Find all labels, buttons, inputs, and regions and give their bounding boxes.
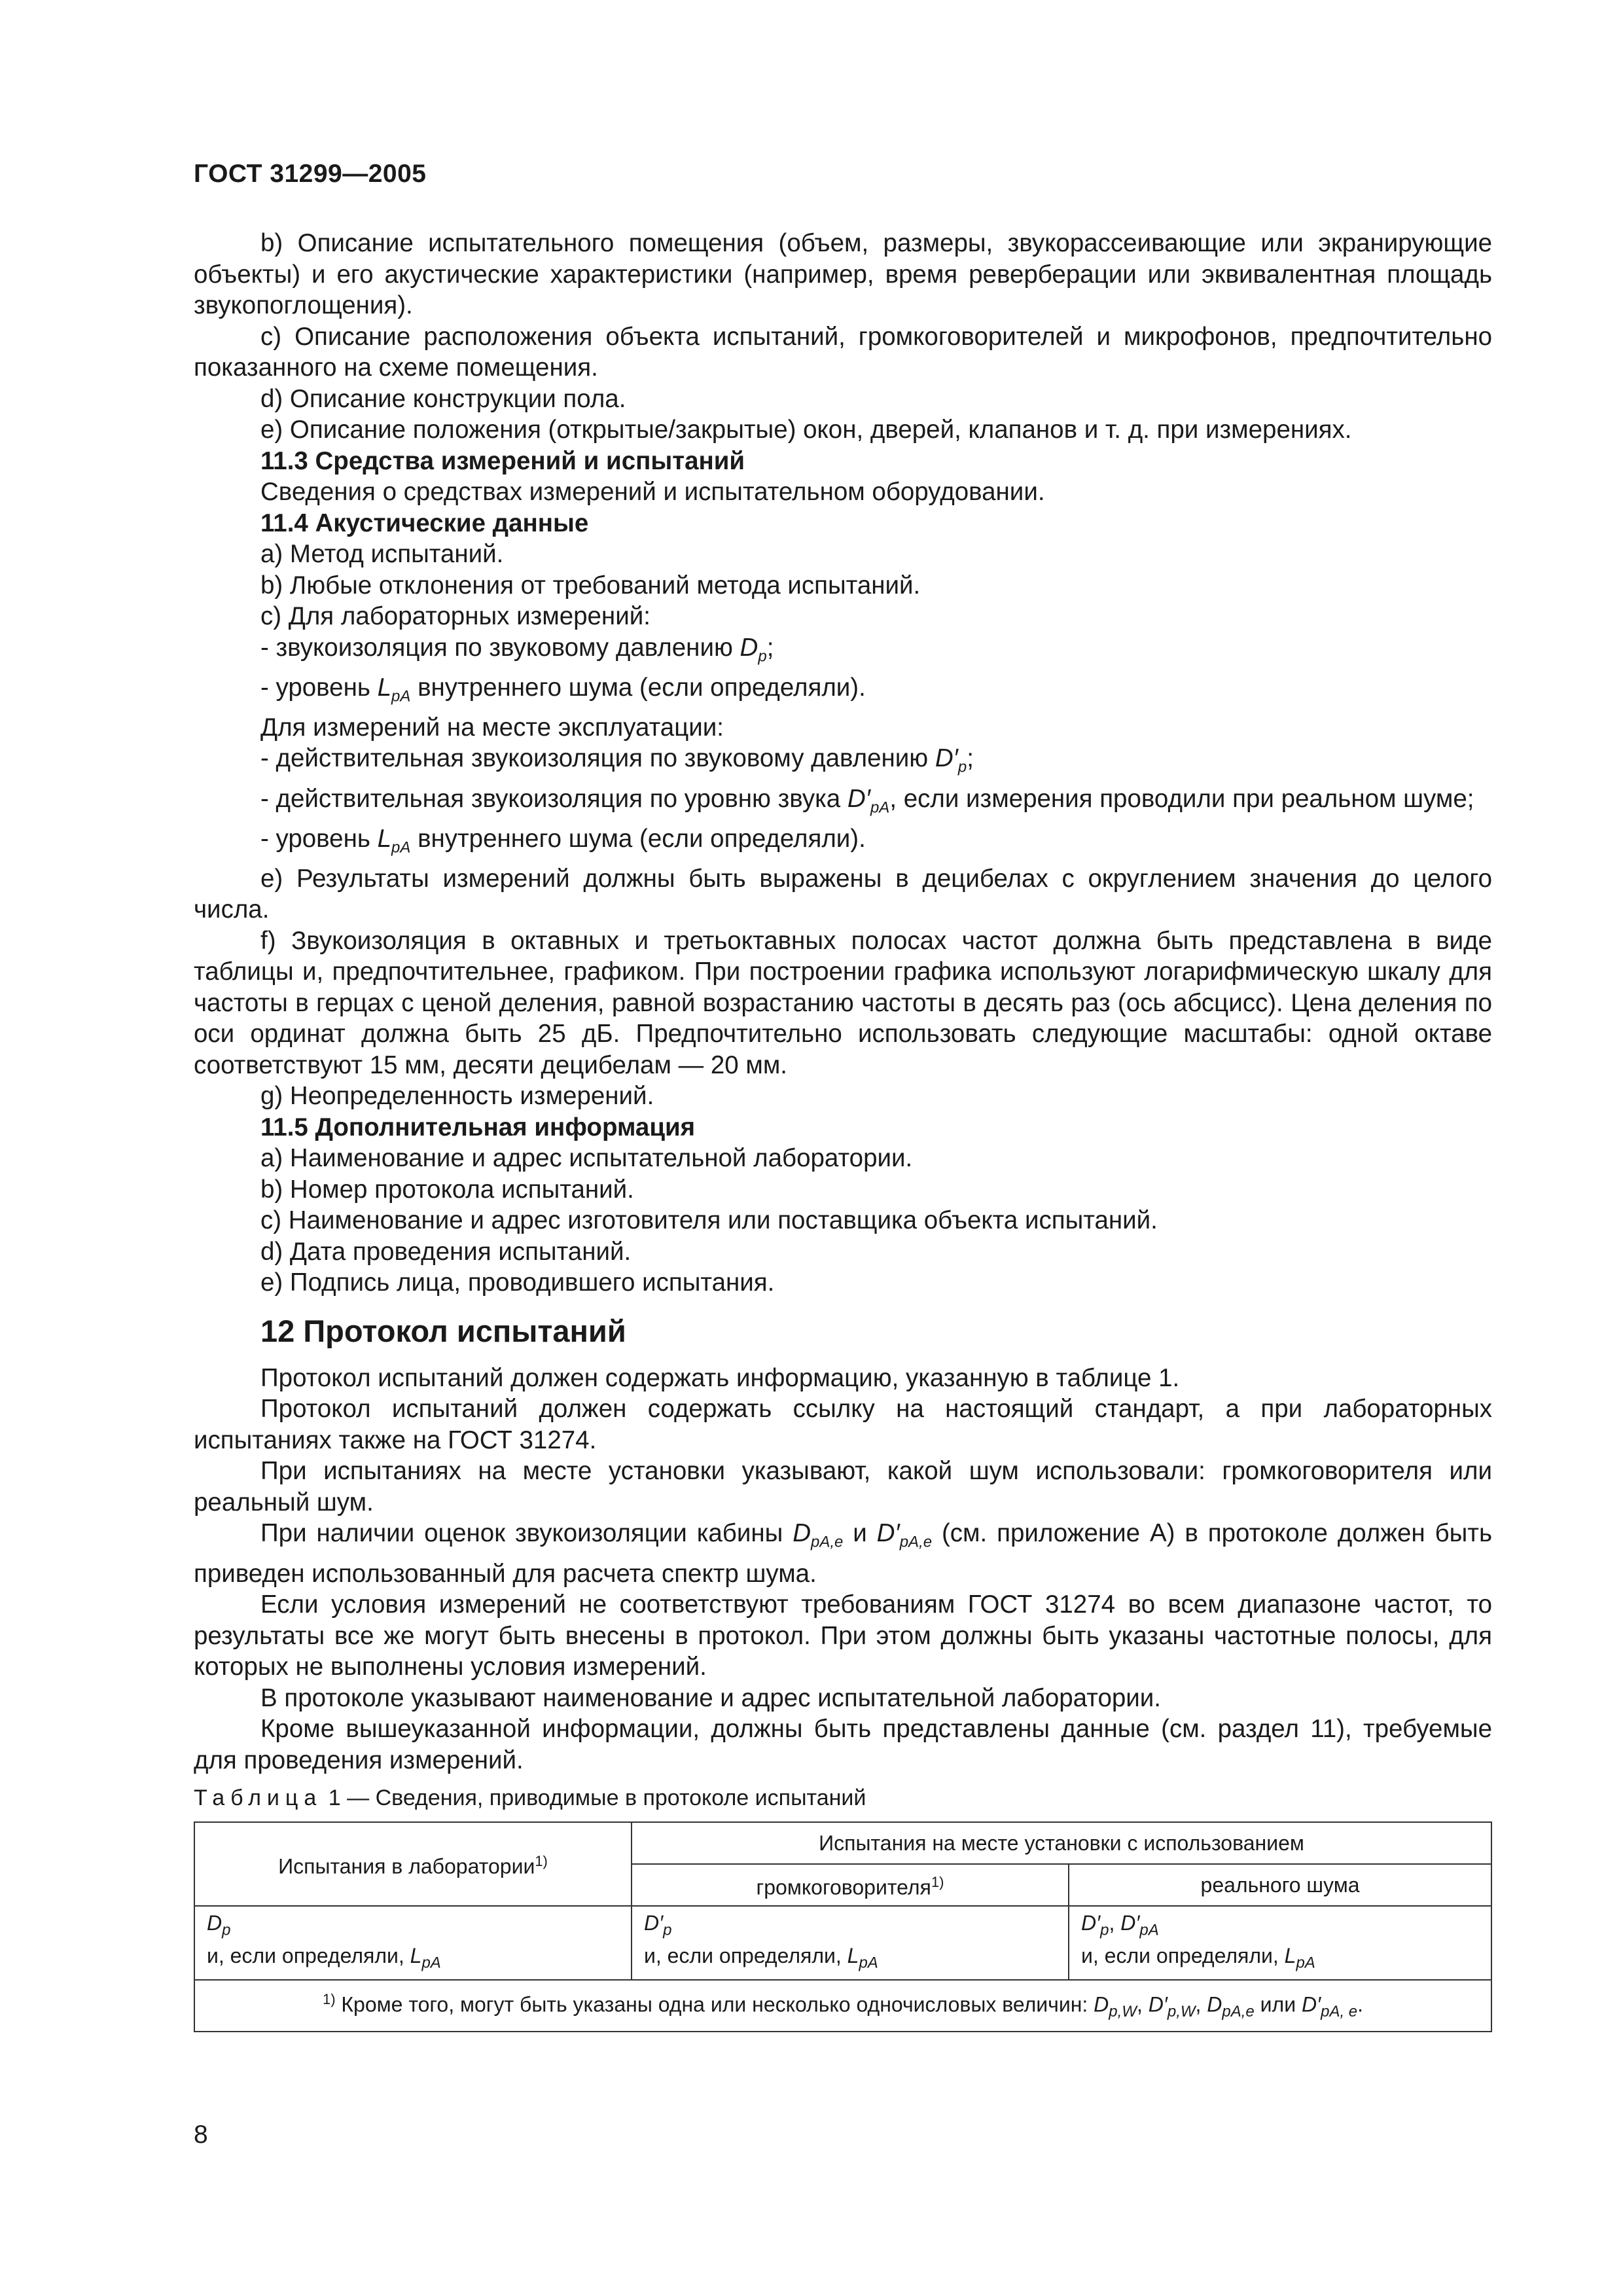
item-11-2-d: d) Описание конструкции пола.: [260, 384, 626, 413]
item-11-4-e: e) Результаты измерений должны быть выражены в децибелах с округлением значения до целого числа.: [194, 864, 1492, 924]
item-11-5-c: c) Наименование и адрес изготовителя или поставщика объекта испытаний.: [260, 1206, 1158, 1235]
item-11-5-b: b) Номер протокола испытаний.: [260, 1175, 634, 1204]
para-12-4: При наличии оценок звукоизоляции кабины $D_{pA,e}$ и $D'_{pA,e}$ (см. приложение А) в протоколе должен быть приведен использованный для расчета спектр шума.: [194, 1519, 1492, 1588]
page-number: 8: [194, 2121, 208, 2149]
field-measure-2: - действительная звукоизоляция по уровню звука $D'_{pA}$, если измерения проводили при реальном шуме;: [260, 784, 1474, 817]
para-12-3: При испытаниях на месте установки указывают, какой шум использовали: громкоговорителя или реальный шум.: [194, 1457, 1492, 1516]
header-real-noise: реального шума: [1069, 1864, 1491, 1906]
header-field: Испытания на месте установки с использованием: [632, 1822, 1491, 1864]
para-12-2: Протокол испытаний должен содержать ссылку на настоящий стандарт, а при лабораторных испытаниях также на ГОСТ 31274.: [194, 1395, 1492, 1454]
header-lab: Испытания в лаборатории$^{1)}$: [194, 1822, 632, 1906]
cell-lab: $D_p$ и, если определяли, $L_{pA}$: [194, 1906, 632, 1980]
para-12-6: В протоколе указывают наименование и адрес испытательной лаборатории.: [260, 1683, 1161, 1712]
table-caption: Таблица 1 — Сведения, приводимые в протоколе испытаний: [194, 1785, 866, 1811]
para-12-1: Протокол испытаний должен содержать информацию, указанную в таблице 1.: [260, 1363, 1180, 1392]
para-12-5: Если условия измерений не соответствуют требованиям ГОСТ 31274 во всем диапазоне частот, то результаты все же могут быть внесены в протокол. При этом должны быть указаны частотные полосы, для которых не выполнены условия измерений.: [194, 1590, 1492, 1681]
cell-speaker: $D'_p$ и, если определяли, $L_{pA}$: [632, 1906, 1069, 1980]
item-11-5-d: d) Дата проведения испытаний.: [260, 1237, 632, 1266]
item-11-2-b: b) Описание испытательного помещения (объем, размеры, звукорассеивающие или экранирующие объекты) и его акустические характеристики (например, время реверберации или эквивалентная площадь звукопоглощения).: [194, 229, 1492, 319]
field-intro: Для измерений на месте эксплуатации:: [260, 713, 724, 742]
item-11-4-a: a) Метод испытаний.: [260, 540, 504, 568]
heading-11-4: 11.4 Акустические данные: [260, 509, 589, 537]
lab-measure-1: - звукоизоляция по звуковому давлению $D_p$;: [260, 633, 774, 666]
para-11-3: Сведения о средствах измерений и испытательном оборудовании.: [260, 478, 1045, 506]
document-header: ГОСТ 31299—2005: [194, 160, 427, 188]
para-12-7: Кроме вышеуказанной информации, должны быть представлены данные (см. раздел 11), требуемые для проведения измерений.: [194, 1715, 1492, 1774]
item-11-2-e: e) Описание положения (открытые/закрытые) окон, дверей, клапанов и т. д. при измерениях.: [260, 416, 1352, 444]
item-11-4-f: f) Звукоизоляция в октавных и третьоктавных полосах частот должна быть представлена в виде таблицы и, предпочтительнее, графиком. При построении графика используют логарифмическую шкалу для частоты в герцах с ценой деления, равной возрастанию частоты в десять раз (ось абсцисс). Цена деления по оси ординат должна быть 25 дБ. Предпочтительно использовать следующие масштабы: одной октаве соответствуют 15 мм, десяти децибелам — 20 мм.: [194, 926, 1492, 1079]
cell-real-noise: $D'_p$, $D'_{pA}$ и, если определяли, $L_{pA}$: [1069, 1906, 1491, 1980]
item-11-5-a: a) Наименование и адрес испытательной лаборатории.: [260, 1144, 913, 1173]
document-body: [194, 228, 1492, 2032]
field-measure-1: - действительная звукоизоляция по звуковому давлению $D'_p$;: [260, 744, 974, 777]
heading-11-3: 11.3 Средства измерений и испытаний: [260, 446, 745, 475]
item-11-4-c: c) Для лабораторных измерений:: [260, 602, 651, 630]
protocol-table: [194, 1821, 1492, 2032]
item-11-5-e: e) Подпись лица, проводившего испытания.: [260, 1268, 775, 1297]
field-measure-3: - уровень $L_{pA}$ внутреннего шума (если определяли).: [260, 824, 866, 857]
item-11-2-c: c) Описание расположения объекта испытаний, громкоговорителей и микрофонов, предпочтительно показанного на схеме помещения.: [194, 322, 1492, 382]
table-footnote: $^{1)}$ Кроме того, могут быть указаны одна или несколько одночисловых величин: $D_{p,W}$, $D'_{p,W}$, $D_{pA,e}$ или $D'_{pA, e}$.: [194, 1980, 1491, 2032]
heading-11-5: 11.5 Дополнительная информация: [260, 1113, 696, 1141]
item-11-4-g: g) Неопределенность измерений.: [260, 1082, 654, 1111]
header-speaker: громкоговорителя$^{1)}$: [632, 1864, 1069, 1906]
heading-section-12: 12 Протокол испытаний: [260, 1313, 626, 1348]
lab-measure-2: - уровень $L_{pA}$ внутреннего шума (если определяли).: [260, 673, 866, 706]
item-11-4-b: b) Любые отклонения от требований метода испытаний.: [260, 571, 921, 600]
